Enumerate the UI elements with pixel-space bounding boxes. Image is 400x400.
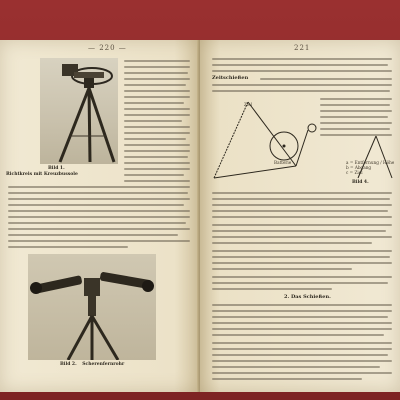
scissors-telescope-icon — [28, 254, 156, 360]
figure-2-photo — [28, 254, 156, 360]
diagram-label-target: Ziel — [244, 102, 253, 107]
tripod-instrument-icon — [40, 58, 118, 164]
figure-4-caption: Bild 4. — [352, 180, 369, 185]
figure-1-title: Richtkreis mit Kreuzbussole — [6, 172, 78, 177]
inline-heading: Zeitschießen — [212, 75, 249, 81]
page-number-left: — 220 — — [88, 44, 127, 52]
figure-1-caption: Bild 1. — [48, 166, 65, 171]
figure-1-photo — [40, 58, 118, 164]
page-number-right: 221 — [294, 44, 311, 52]
diagram-label-battery: Batterie — [274, 160, 292, 165]
trajectory-diagram — [208, 96, 398, 188]
section-heading: 2. Das Schießen. — [284, 294, 331, 300]
right-page: 221 Zeitschießen Ziel Batterie Bild 4. a = Entfernung / Höhe b = Abgang c = Ziel 2. Das Schießen. — [200, 40, 400, 392]
left-page — [0, 40, 198, 392]
figure-2-caption: Bild 2. Scherenfernrohr — [60, 362, 125, 367]
